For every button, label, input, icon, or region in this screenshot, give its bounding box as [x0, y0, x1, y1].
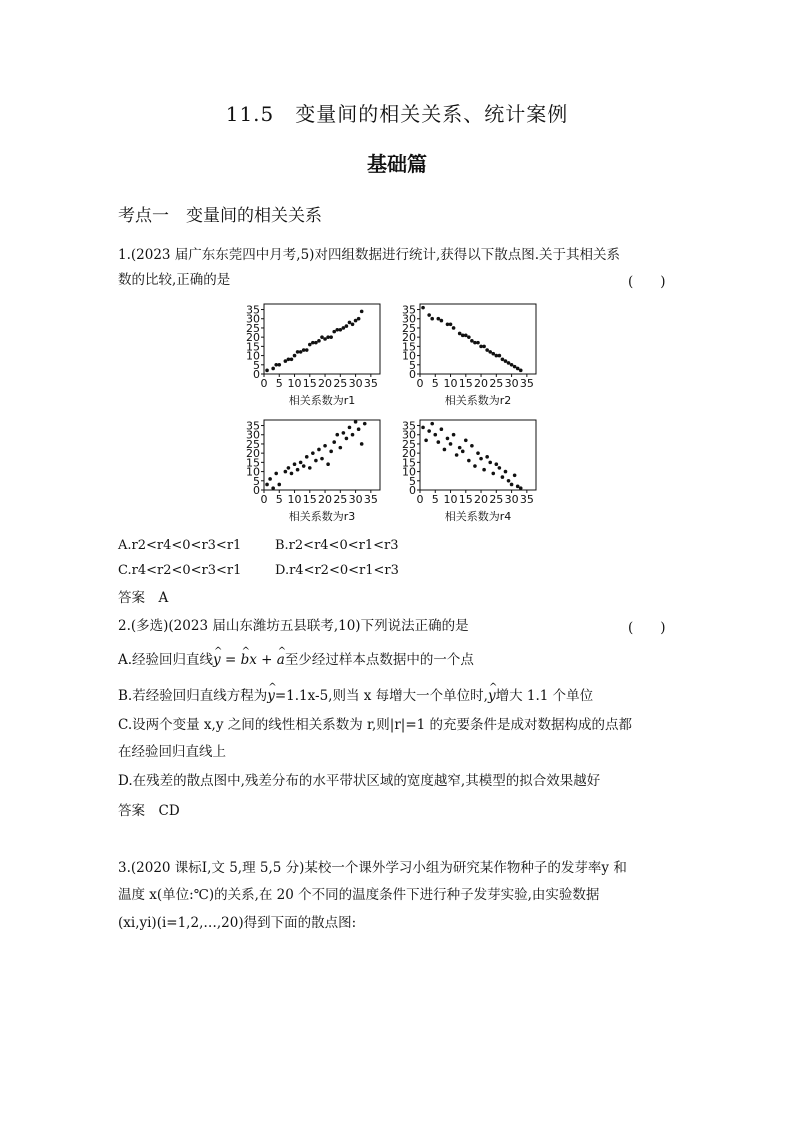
x-tick-label: 30 — [504, 493, 519, 506]
data-point — [498, 354, 502, 358]
x-tick-label: 15 — [302, 493, 317, 506]
data-point — [277, 363, 281, 367]
y-tick-label: 15 — [402, 340, 416, 354]
data-point — [320, 335, 324, 339]
x-tick-label: 10 — [287, 493, 302, 506]
data-point — [485, 455, 489, 459]
y-tick-label: 20 — [402, 447, 416, 461]
data-point — [446, 437, 450, 441]
data-point — [510, 483, 514, 487]
data-point — [464, 334, 468, 338]
data-point — [293, 462, 297, 466]
x-tick-label: 5 — [431, 493, 439, 506]
y-tick-label: 0 — [253, 368, 260, 381]
data-point — [427, 429, 431, 433]
x-tick-label: 20 — [318, 493, 333, 506]
y-tick-label: 25 — [246, 437, 260, 451]
data-point — [354, 420, 358, 424]
y-tick-label: 0 — [409, 368, 416, 381]
q1-option-c: C.r4<r2<0<r3<r1 — [118, 563, 242, 578]
page-subtitle: 基础篇 — [367, 152, 427, 176]
data-point — [440, 427, 444, 431]
y-tick-label: 0 — [409, 484, 416, 497]
data-point — [464, 438, 468, 442]
q1-answer: 答案 A — [118, 590, 169, 606]
data-point — [314, 341, 318, 345]
x-axis-label: 相关系数为r1 — [288, 394, 356, 407]
data-point — [461, 450, 465, 454]
data-point — [326, 462, 330, 466]
y-tick-label: 10 — [246, 465, 260, 479]
data-point — [351, 433, 355, 437]
data-point — [488, 350, 492, 354]
data-point — [357, 427, 361, 431]
data-point — [335, 433, 339, 437]
data-point — [265, 483, 269, 487]
data-point — [501, 357, 505, 361]
data-point — [440, 319, 444, 323]
data-point — [452, 433, 456, 437]
data-point — [329, 450, 333, 454]
data-point — [476, 341, 480, 345]
data-point — [320, 457, 324, 461]
data-point — [485, 348, 489, 352]
scatter-plot-r3 — [246, 420, 380, 523]
data-point — [339, 328, 343, 332]
q3-line2: 温度 x(单位:℃)的关系,在 20 个不同的温度条件下进行种子发芽实验,由实验数据 — [118, 887, 600, 903]
data-point — [501, 475, 505, 479]
scatter-plot-r4 — [402, 420, 536, 523]
x-tick-label: 15 — [302, 377, 317, 390]
data-point — [299, 350, 303, 354]
data-point — [421, 306, 425, 310]
q2-option-a-equation: ^ y = ^ bx + ^ a — [213, 652, 285, 668]
y-tick-label: 20 — [246, 331, 260, 345]
y-tick-label: 10 — [402, 349, 416, 363]
data-point — [317, 448, 321, 452]
data-point — [345, 324, 349, 328]
q2-option-d: D.在残差的散点图中,残差分布的水平带状区域的宽度越窄,其模型的拟合效果越好 — [118, 773, 601, 789]
x-tick-label: 25 — [489, 493, 504, 506]
data-point — [519, 369, 523, 373]
data-point — [449, 322, 453, 326]
x-tick-label: 5 — [275, 377, 283, 390]
plot-frame — [264, 420, 380, 490]
data-point — [482, 345, 486, 349]
scatter-plots-figure — [236, 296, 556, 536]
y-tick-label: 25 — [402, 321, 416, 335]
data-point — [513, 473, 517, 477]
x-axis-label: 相关系数为r3 — [288, 510, 356, 523]
y-tick-label: 35 — [246, 303, 260, 317]
data-point — [424, 438, 428, 442]
data-point — [308, 343, 312, 347]
q1-line1: 1.(2023 届广东东莞四中月考,5)对四组数据进行统计,获得以下散点图.关于其相关系 — [118, 247, 621, 263]
y-tick-label: 20 — [246, 447, 260, 461]
data-point — [455, 453, 459, 457]
data-point — [507, 479, 511, 483]
data-point — [516, 367, 520, 371]
data-point — [516, 485, 520, 489]
data-point — [274, 472, 278, 476]
data-point — [504, 470, 508, 474]
data-point — [473, 464, 477, 468]
y-tick-label: 10 — [402, 465, 416, 479]
y-tick-label: 5 — [253, 474, 260, 488]
data-point — [467, 335, 471, 339]
data-point — [305, 348, 309, 352]
q1-option-b: B.r2<r4<0<r1<r3 — [275, 538, 399, 553]
data-point — [433, 433, 437, 437]
q1-answer-paren: ( ) — [628, 274, 666, 290]
data-point — [314, 459, 318, 463]
x-axis-label: 相关系数为r2 — [444, 394, 512, 407]
data-point — [430, 317, 434, 321]
data-point — [443, 448, 447, 452]
data-point — [329, 335, 333, 339]
scatter-plot-r2 — [402, 304, 536, 407]
data-point — [430, 422, 434, 426]
section-heading: 考点一 变量间的相关关系 — [118, 206, 322, 226]
data-point — [360, 310, 364, 314]
q2-line1: 2.(多选)(2023 届山东潍坊五县联考,10)下列说法正确的是 — [118, 618, 469, 634]
x-tick-label: 20 — [474, 377, 489, 390]
x-tick-label: 20 — [474, 493, 489, 506]
plot-frame — [420, 420, 536, 490]
q2-option-a-prefix: A.经验回归直线 — [118, 652, 214, 668]
x-tick-label: 5 — [275, 493, 283, 506]
x-tick-label: 0 — [416, 377, 424, 390]
data-point — [332, 330, 336, 334]
q3-line1: 3.(2020 课标Ⅰ,文 5,理 5,5 分)某校一个课外学习小组为研究某作物种子的发芽率y 和 — [118, 860, 627, 876]
data-point — [293, 354, 297, 358]
data-point — [479, 457, 483, 461]
y-tick-label: 30 — [402, 428, 416, 442]
data-point — [342, 431, 346, 435]
data-point — [348, 426, 352, 430]
x-tick-label: 10 — [443, 493, 458, 506]
data-point — [470, 339, 474, 343]
x-tick-label: 25 — [333, 493, 348, 506]
data-point — [287, 466, 291, 470]
data-point — [302, 464, 306, 468]
data-point — [510, 363, 514, 367]
data-point — [458, 332, 462, 336]
data-point — [363, 422, 367, 426]
data-point — [317, 339, 321, 343]
y-tick-label: 0 — [253, 484, 260, 497]
data-point — [360, 442, 364, 446]
x-tick-label: 0 — [416, 493, 424, 506]
data-point — [308, 466, 312, 470]
data-point — [339, 446, 343, 450]
x-tick-label: 10 — [443, 377, 458, 390]
q2-answer: 答案 CD — [118, 803, 180, 819]
data-point — [290, 472, 294, 476]
y-tick-label: 35 — [402, 303, 416, 317]
data-point — [467, 459, 471, 463]
y-tick-label: 35 — [246, 419, 260, 433]
y-tick-label: 15 — [246, 340, 260, 354]
x-tick-label: 0 — [260, 493, 268, 506]
data-point — [498, 466, 502, 470]
data-point — [323, 337, 327, 341]
data-point — [296, 468, 300, 472]
x-tick-label: 30 — [348, 493, 363, 506]
y-tick-label: 10 — [246, 349, 260, 363]
q2-option-b-middle: =1.1x-5,则当 x 每增大一个单位时, — [274, 688, 488, 704]
plot-frame — [420, 304, 536, 374]
q2-option-c-line2: 在经验回归直线上 — [118, 744, 226, 760]
data-point — [427, 313, 431, 317]
data-point — [277, 483, 281, 487]
data-point — [265, 369, 269, 373]
y-tick-label: 25 — [402, 437, 416, 451]
x-tick-label: 20 — [318, 377, 333, 390]
data-point — [488, 461, 492, 465]
plot-frame — [264, 304, 380, 374]
x-tick-label: 25 — [489, 377, 504, 390]
q2-option-b-yhat: ^ y — [267, 688, 275, 704]
y-tick-label: 15 — [402, 456, 416, 470]
x-tick-label: 30 — [504, 377, 519, 390]
page-title: 11.5 变量间的相关关系、统计案例 — [225, 102, 569, 126]
data-point — [345, 437, 349, 441]
x-tick-label: 25 — [333, 377, 348, 390]
data-point — [305, 455, 309, 459]
q2-option-b-prefix: B.若经验回归直线方程为 — [118, 688, 268, 704]
data-point — [491, 352, 495, 356]
data-point — [491, 472, 495, 476]
q2-option-c-line1: C.设两个变量 x,y 之间的线性相关系数为 r,则|r|=1 的充要条件是成对数据构成的点都 — [118, 717, 633, 733]
data-point — [284, 359, 288, 363]
q2-option-a-suffix: 至少经过样本点数据中的一个点 — [284, 652, 474, 668]
q2-option-b-suffix: 增大 1.1 个单位 — [495, 688, 594, 704]
q1-option-a: A.r2<r4<0<r3<r1 — [118, 538, 242, 553]
data-point — [421, 426, 425, 430]
q3-line3: (xi,yi)(i=1,2,…,20)得到下面的散点图: — [118, 915, 357, 931]
data-point — [476, 451, 480, 455]
y-tick-label: 25 — [246, 321, 260, 335]
scatter-plot-r1 — [246, 304, 380, 407]
q2-option-b — [118, 686, 593, 706]
y-tick-label: 20 — [402, 331, 416, 345]
x-tick-label: 35 — [363, 377, 378, 390]
x-tick-label: 35 — [519, 377, 534, 390]
data-point — [437, 317, 441, 321]
x-tick-label: 5 — [431, 377, 439, 390]
x-tick-label: 35 — [519, 493, 534, 506]
data-point — [357, 317, 361, 321]
q2-option-b-yhat-2: ^ y — [488, 688, 496, 704]
data-point — [299, 461, 303, 465]
y-tick-label: 30 — [246, 312, 260, 326]
q1-option-d: D.r4<r2<0<r1<r3 — [275, 563, 399, 578]
data-point — [290, 357, 294, 361]
data-point — [507, 361, 511, 365]
y-tick-label: 35 — [402, 419, 416, 433]
data-point — [470, 444, 474, 448]
q1-line2: 数的比较,正确的是 — [118, 272, 231, 288]
y-tick-label: 30 — [402, 312, 416, 326]
data-point — [311, 451, 315, 455]
q2-answer-paren: ( ) — [628, 620, 666, 636]
y-tick-label: 5 — [253, 358, 260, 372]
x-tick-label: 15 — [458, 377, 473, 390]
data-point — [323, 444, 327, 448]
data-point — [513, 365, 517, 369]
x-tick-label: 0 — [260, 377, 268, 390]
data-point — [284, 470, 288, 474]
data-point — [342, 326, 346, 330]
y-tick-label: 15 — [246, 456, 260, 470]
data-point — [449, 442, 453, 446]
data-point — [351, 322, 355, 326]
x-axis-label: 相关系数为r4 — [444, 510, 512, 523]
x-tick-label: 30 — [348, 377, 363, 390]
data-point — [332, 440, 336, 444]
data-point — [268, 477, 272, 481]
data-point — [504, 359, 508, 363]
data-point — [482, 468, 486, 472]
x-tick-label: 35 — [363, 493, 378, 506]
q2-option-a — [118, 650, 474, 670]
data-point — [271, 367, 275, 371]
data-point — [519, 486, 523, 490]
data-point — [458, 446, 462, 450]
data-point — [452, 326, 456, 330]
y-tick-label: 30 — [246, 428, 260, 442]
data-point — [271, 486, 275, 490]
x-tick-label: 10 — [287, 377, 302, 390]
y-tick-label: 5 — [409, 474, 416, 488]
x-tick-label: 15 — [458, 493, 473, 506]
data-point — [437, 440, 441, 444]
data-point — [354, 319, 358, 323]
data-point — [348, 321, 352, 325]
y-tick-label: 5 — [409, 358, 416, 372]
data-point — [495, 462, 499, 466]
